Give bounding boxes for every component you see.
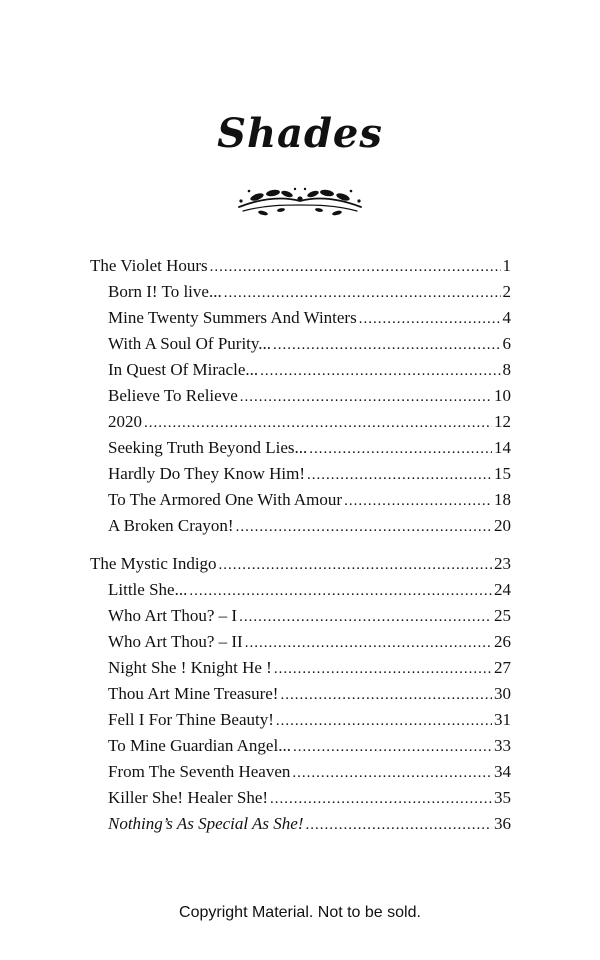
toc-entry-title: Hardly Do They Know Him! [108,464,306,483]
toc-page-number: 25 [494,606,511,625]
toc-entry[interactable] [108,708,511,732]
toc-page-number: 30 [494,684,511,703]
toc-entry[interactable] [108,436,511,460]
dot-leader [260,359,500,383]
toc-entry[interactable] [108,812,511,836]
toc-entry-title: Fell I For Thine Beauty! [108,710,274,729]
toc-page-number: 20 [494,516,511,535]
page-title: Shades [217,110,383,157]
toc-entry[interactable] [108,462,511,486]
dot-leader [219,553,492,577]
dot-leader [274,657,492,681]
copyright-notice: Copyright Material. Not to be sold. [179,904,421,921]
toc-page-number: 26 [494,632,511,651]
toc-page-number: 27 [494,658,511,677]
dot-leader [245,631,492,655]
toc-part-heading[interactable] [90,254,511,278]
toc-page-number: 34 [494,762,511,781]
dot-leader [224,281,501,305]
floral-vine-divider-icon [235,183,365,217]
dot-leader [239,605,492,629]
toc-entry-title: A Broken Crayon! [108,516,234,535]
dot-leader [144,411,492,435]
toc-page-number: 8 [502,360,511,379]
toc-part-title: The Mystic Indigo [90,554,217,573]
toc-page-number: 14 [494,438,511,457]
toc-entry[interactable] [108,514,511,538]
dot-leader [309,437,492,461]
toc-page-number: 33 [494,736,511,755]
toc-entry[interactable] [108,656,511,680]
toc-page-number: 6 [502,334,511,353]
toc-page-number: 4 [502,308,511,327]
dot-leader [307,463,492,487]
dot-leader [359,307,501,331]
toc-page-number: 31 [494,710,511,729]
toc-entry-title: In Quest Of Miracle... [108,360,259,379]
toc-entry-title: Night She ! Knight He ! [108,658,272,677]
toc-entry-title: Believe To Relieve [108,386,238,405]
toc-entry-title: To Mine Guardian Angel... [108,736,291,755]
toc-entry[interactable] [108,604,511,628]
toc-entry[interactable] [108,384,511,408]
toc-entry[interactable] [108,410,511,434]
dot-leader [210,255,501,279]
toc-entry-title: Who Art Thou? – I [108,606,238,625]
toc-entry-title: Little She... [108,580,188,599]
toc-entry-title: Nothing’s As Special As She! [108,814,304,833]
toc-entry[interactable] [108,630,511,654]
dot-leader [280,683,492,707]
toc-entry[interactable] [108,578,511,602]
toc-part-heading[interactable] [90,552,511,576]
toc-entry-title: From The Seventh Heaven [108,762,291,781]
toc-entry[interactable] [108,734,511,758]
toc-entry[interactable] [108,358,511,382]
toc-entry-title: 2020 [108,412,142,431]
toc-entry[interactable] [108,306,511,330]
toc-page-number: 10 [494,386,511,405]
dot-leader [189,579,492,603]
toc-entry[interactable] [108,332,511,356]
toc-entry[interactable] [108,786,511,810]
toc-entry-title: Mine Twenty Summers And Winters [108,308,357,327]
dot-leader [273,333,500,357]
toc-page-number: 2 [502,282,511,301]
toc-page-number: 12 [494,412,511,431]
toc-page-number: 35 [494,788,511,807]
dot-leader [236,515,492,539]
dot-leader [292,761,492,785]
toc-page-number: 18 [494,490,511,509]
dot-leader [344,489,492,513]
toc-entry-title: Who Art Thou? – II [108,632,243,651]
toc-entry-title: Killer She! Healer She! [108,788,269,807]
toc-entry-title: To The Armored One With Amour [108,490,343,509]
toc-page-number: 24 [494,580,511,599]
toc-entry[interactable] [108,760,511,784]
dot-leader [240,385,492,409]
toc-entry-title: Seeking Truth Beyond Lies... [108,438,308,457]
dot-leader [270,787,492,811]
toc-page-number: 36 [494,814,511,833]
toc-page-number: 15 [494,464,511,483]
toc-entry-title: With A Soul Of Purity... [108,334,272,353]
dot-leader [276,709,492,733]
toc-entry-title: Born I! To live... [108,282,222,301]
toc-part-title: The Violet Hours [90,256,208,275]
toc-entry[interactable] [108,488,511,512]
dot-leader [293,735,492,759]
toc-entry[interactable] [108,280,511,304]
toc-entry[interactable] [108,682,511,706]
toc-page-number: 23 [494,554,511,573]
toc-page-number: 1 [502,256,511,275]
dot-leader [306,813,493,837]
toc-entry-title: Thou Art Mine Treasure! [108,684,279,703]
